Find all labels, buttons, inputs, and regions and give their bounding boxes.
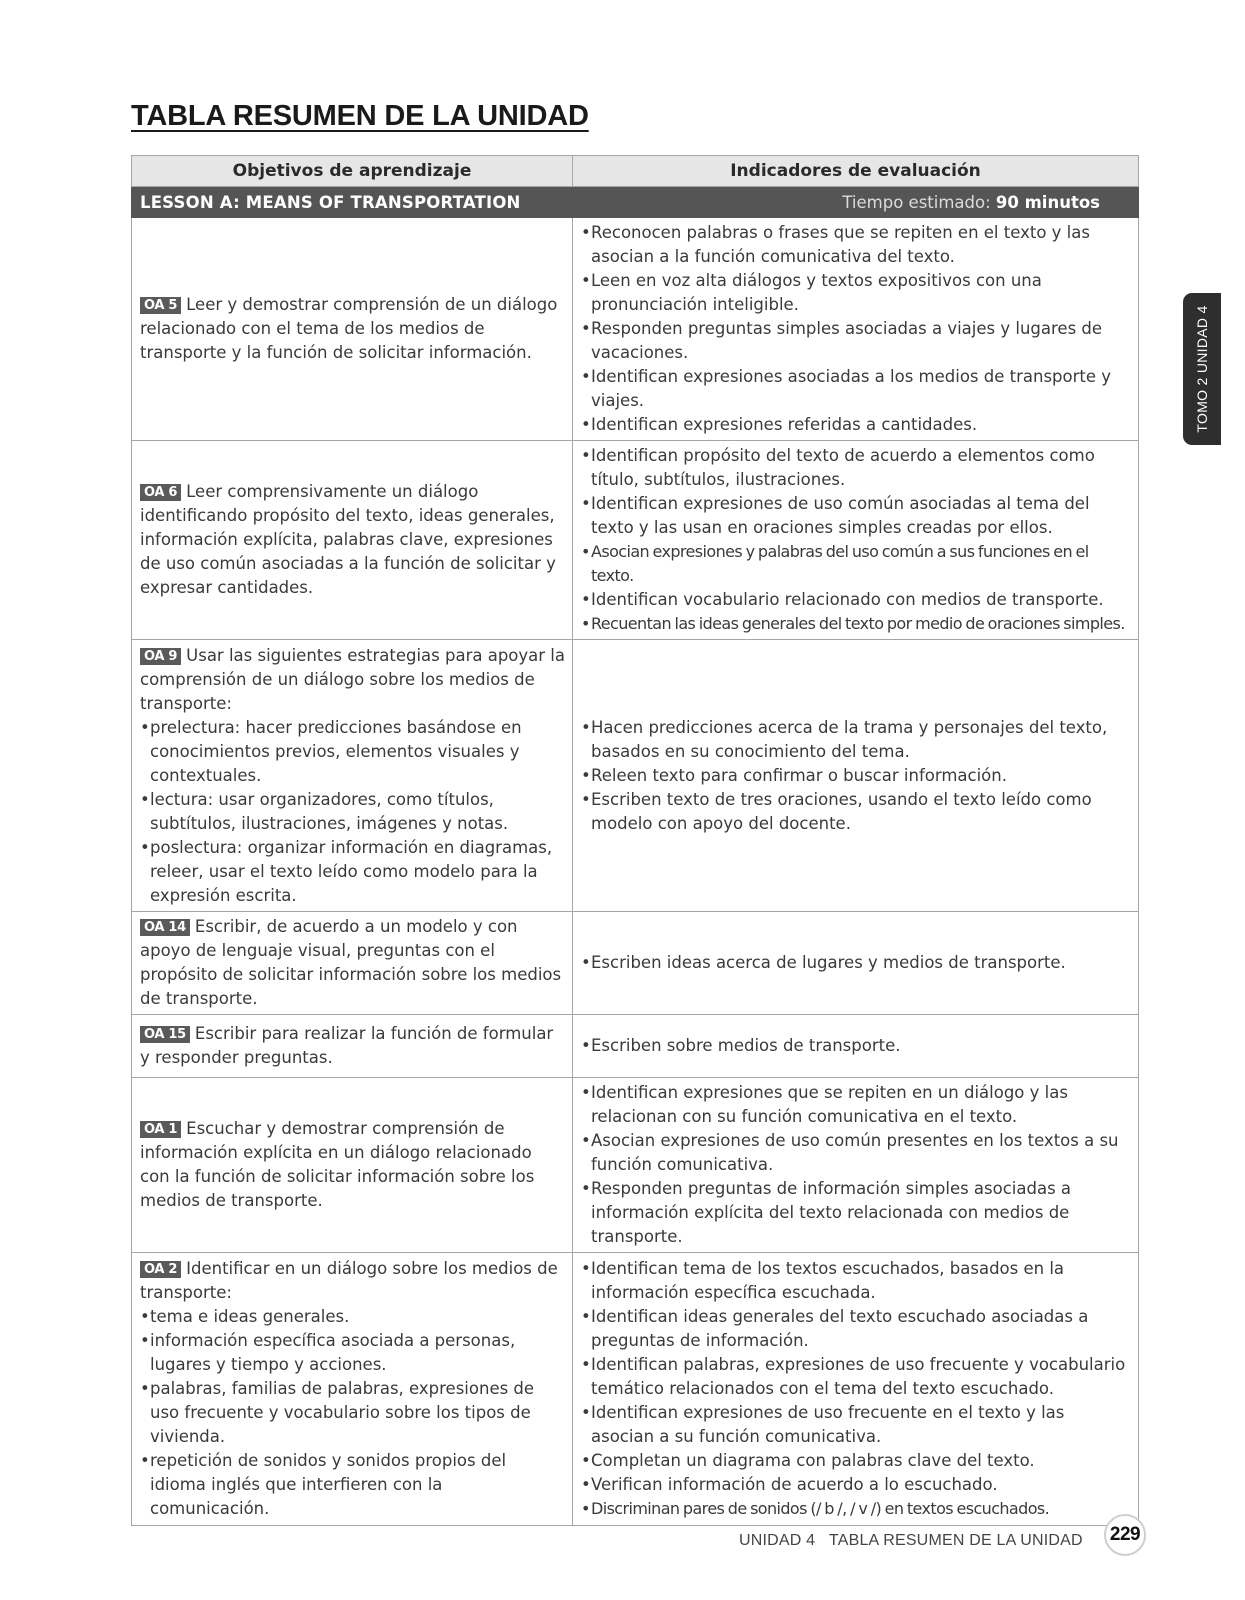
objective-text: Leer y demostrar comprensión de un diálogo relacionado con el tema de los medios de transporte y la función de solicitar información. (140, 295, 558, 362)
objective-text: Escribir, de acuerdo a un modelo y con apoyo de lenguaje visual, preguntas con el propósito de solicitar información sobre los medios de transporte. (140, 917, 562, 1008)
objective-text: Leer comprensivamente un diálogo identificando propósito del texto, ideas generales, información explícita, palabras clave, expresiones de uso común asociadas a la función de solicitar y expresar cantidades. (140, 482, 556, 597)
estimated-time-value: 90 minutos (995, 192, 1100, 212)
table-row (132, 218, 1139, 441)
indicators-cell (573, 1015, 1139, 1078)
indicator-item: • Hacen predicciones acerca de la trama y personajes del texto, basados en su conocimiento del tema. (581, 716, 1130, 764)
oa-badge: OA 5 (140, 297, 181, 314)
oa-badge: OA 14 (140, 919, 190, 936)
indicator-list (581, 1257, 1130, 1521)
indicator-item: • Identifican expresiones referidas a cantidades. (581, 413, 1130, 437)
indicator-item: • Escriben texto de tres oraciones, usando el texto leído como modelo con apoyo del docente. (581, 788, 1130, 836)
indicator-item: • Leen en voz alta diálogos y textos expositivos con una pronunciación inteligible. (581, 269, 1130, 317)
indicator-item: • Identifican expresiones asociadas a los medios de transporte y viajes. (581, 365, 1130, 413)
indicator-list (581, 1034, 1130, 1058)
objective-cell (132, 1015, 573, 1078)
oa-badge: OA 15 (140, 1026, 190, 1043)
indicator-list (581, 951, 1130, 975)
indicator-item: • Discriminan pares de sonidos (/ b /, / v /) en textos escuchados. (581, 1497, 1130, 1521)
lesson-banner (132, 187, 1139, 218)
indicator-list (581, 221, 1130, 437)
table-header-row (132, 156, 1139, 187)
strategy-item: • prelectura: hacer predicciones basándose en conocimientos previos, elementos visuales y contextuales. (140, 716, 566, 788)
estimated-time (842, 193, 1100, 212)
indicator-item: • Asocian expresiones de uso común presentes en los textos a su función comunicativa. (581, 1129, 1130, 1177)
header-indicadores: Indicadores de evaluación (573, 156, 1139, 187)
indicator-item: • Escriben ideas acerca de lugares y medios de transporte. (581, 951, 1130, 975)
indicators-cell (573, 640, 1139, 912)
indicators-cell (573, 441, 1139, 640)
table-row (132, 1253, 1139, 1526)
indicator-item: • Responden preguntas de información simples asociadas a información explícita del texto relacionada con medios de transporte. (581, 1177, 1130, 1249)
lesson-title: LESSON A: MEANS OF TRANSPORTATION (140, 192, 521, 212)
estimated-time-label: Tiempo estimado: (842, 192, 991, 212)
indicator-item: • Releen texto para confirmar o buscar información. (581, 764, 1130, 788)
objective-cell (132, 1253, 573, 1526)
indicator-item: • Identifican ideas generales del texto escuchado asociadas a preguntas de información. (581, 1305, 1130, 1353)
objective-cell (132, 640, 573, 912)
objective-bullet: • tema e ideas generales. (140, 1305, 566, 1329)
table-row (132, 640, 1139, 912)
indicator-item: • Identifican expresiones que se repiten en un diálogo y las relacionan con su función comunicativa en el texto. (581, 1081, 1130, 1129)
objective-text: Usar las siguientes estrategias para apoyar la comprensión de un diálogo sobre los medios de transporte: (140, 645, 566, 713)
oa-badge: OA 9 (140, 648, 181, 665)
table-row (132, 912, 1139, 1015)
table-row (132, 1078, 1139, 1253)
objective-bullet: • palabras, familias de palabras, expresiones de uso frecuente y vocabulario sobre los tipos de vivienda. (140, 1377, 566, 1449)
table-row (132, 441, 1139, 640)
oa-badge: OA 6 (140, 484, 181, 501)
oa-badge: OA 1 (140, 1121, 181, 1138)
indicator-item: • Verifican información de acuerdo a lo escuchado. (581, 1473, 1130, 1497)
oa-badge: OA 2 (140, 1261, 181, 1278)
strategy-list (140, 716, 566, 908)
strategy-item: • poslectura: organizar información en diagramas, releer, usar el texto leído como modelo para la expresión escrita. (140, 836, 566, 908)
indicator-item: • Asocian expresiones y palabras del uso común a sus funciones en el texto. (581, 540, 1130, 588)
objective-bullet: • repetición de sonidos y sonidos propios del idioma inglés que interfieren con la comunicación. (140, 1449, 566, 1521)
page-title: TABLA RESUMEN DE LA UNIDAD (131, 100, 589, 132)
objective-text: Escribir para realizar la función de formular y responder preguntas. (140, 1024, 554, 1067)
objective-cell (132, 1078, 573, 1253)
objective-cell (132, 218, 573, 441)
indicator-item: • Identifican expresiones de uso frecuente en el texto y las asocian a su función comunicativa. (581, 1401, 1130, 1449)
indicator-item: • Escriben sobre medios de transporte. (581, 1034, 1130, 1058)
indicator-item: • Responden preguntas simples asociadas a viajes y lugares de vacaciones. (581, 317, 1130, 365)
lesson-row (132, 187, 1139, 218)
header-objetivos: Objetivos de aprendizaje (132, 156, 573, 187)
strategy-item: • lectura: usar organizadores, como títulos, subtítulos, ilustraciones, imágenes y notas. (140, 788, 566, 836)
objective-cell (132, 912, 573, 1015)
objective-bullet: • información específica asociada a personas, lugares y tiempo y acciones. (140, 1329, 566, 1377)
indicator-item: • Reconocen palabras o frases que se repiten en el texto y las asocian a la función comunicativa del texto. (581, 221, 1130, 269)
indicator-item: • Recuentan las ideas generales del texto por medio de oraciones simples. (581, 612, 1130, 636)
objective-bullet-list (140, 1305, 566, 1521)
side-tab-label: TOMO 2 UNIDAD 4 (1194, 305, 1210, 433)
indicator-item: • Identifican propósito del texto de acuerdo a elementos como título, subtítulos, ilustraciones. (581, 444, 1130, 492)
table-row (132, 1015, 1139, 1078)
objective-cell (132, 441, 573, 640)
indicators-cell (573, 218, 1139, 441)
page-number: 229 (1104, 1514, 1146, 1556)
indicators-cell (573, 1078, 1139, 1253)
summary-table (131, 155, 1139, 1526)
indicators-cell (573, 1253, 1139, 1526)
objective-text: Escuchar y demostrar comprensión de información explícita en un diálogo relacionado con la función de solicitar información sobre los medios de transporte. (140, 1119, 535, 1210)
indicator-item: • Identifican tema de los textos escuchados, basados en la información específica escuchada. (581, 1257, 1130, 1305)
indicator-list (581, 1081, 1130, 1249)
footer-text: UNIDAD 4 TABLA RESUMEN DE LA UNIDAD (739, 1532, 1083, 1549)
indicator-item: • Completan un diagrama con palabras clave del texto. (581, 1449, 1130, 1473)
indicators-cell (573, 912, 1139, 1015)
indicator-item: • Identifican palabras, expresiones de uso frecuente y vocabulario temático relacionados con el tema del texto escuchado. (581, 1353, 1130, 1401)
objective-text: Identificar en un diálogo sobre los medios de transporte: (140, 1259, 558, 1302)
indicator-list (581, 716, 1130, 836)
side-tab (1183, 293, 1221, 445)
indicator-list (581, 444, 1130, 636)
indicator-item: • Identifican expresiones de uso común asociadas al tema del texto y las usan en oraciones simples creadas por ellos. (581, 492, 1130, 540)
indicator-item: • Identifican vocabulario relacionado con medios de transporte. (581, 588, 1130, 612)
